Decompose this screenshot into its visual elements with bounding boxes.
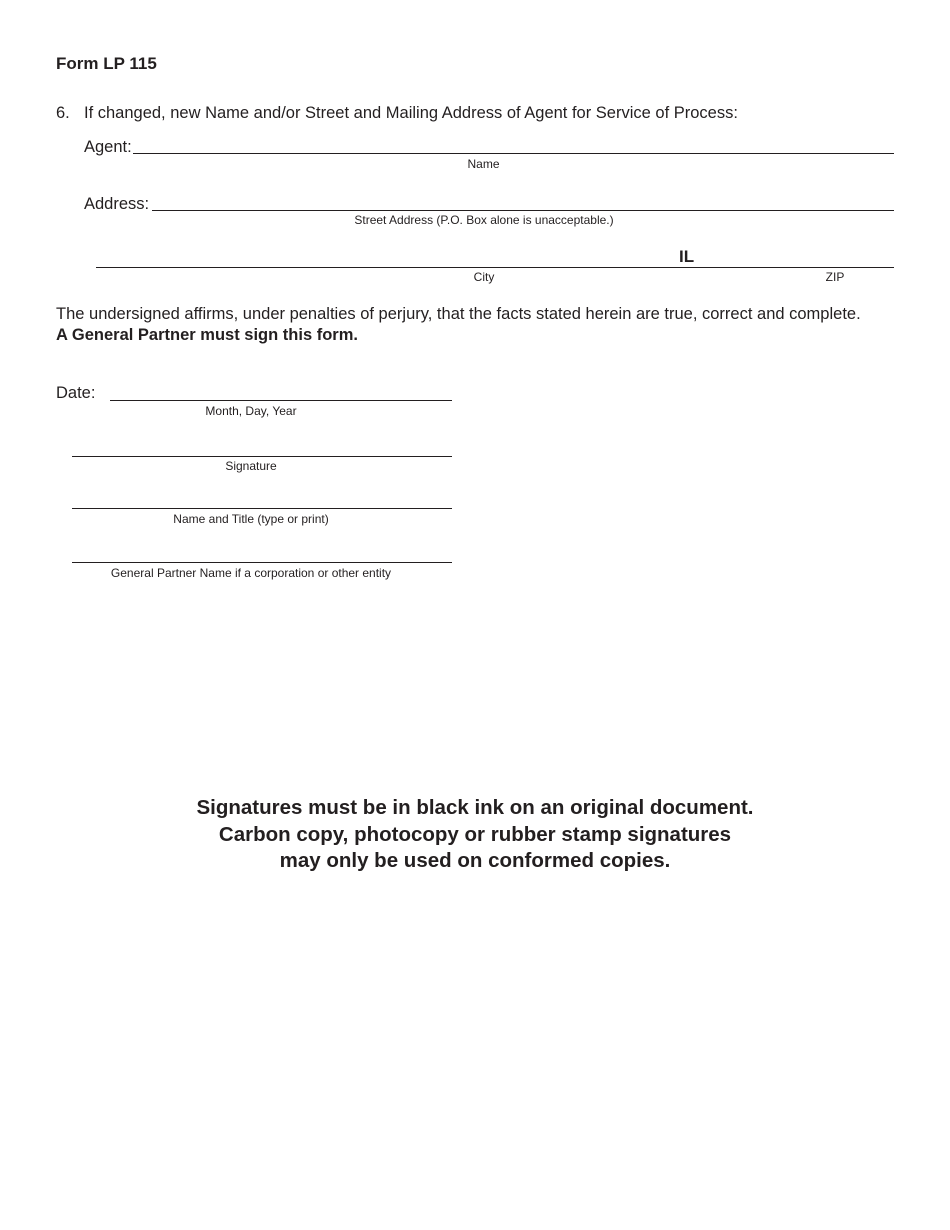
item-6-text: If changed, new Name and/or Street and Mailing Address of Agent for Service of Process: xyxy=(84,104,738,122)
agent-name-field[interactable] xyxy=(133,153,894,154)
name-title-caption: Name and Title (type or print) xyxy=(173,512,329,526)
notice-line-3: may only be used on conformed copies. xyxy=(279,849,671,872)
street-address-field[interactable] xyxy=(152,210,894,211)
affirmation-statement xyxy=(56,304,861,346)
general-partner-caption: General Partner Name if a corporation or other entity xyxy=(110,566,392,580)
notice-line-1: Signatures must be in black ink on an original document. xyxy=(196,796,754,819)
notice-line-2: Carbon copy, photocopy or rubber stamp signatures xyxy=(218,822,732,846)
item-6-instruction xyxy=(56,104,738,123)
form-title: Form LP 115 xyxy=(56,54,157,73)
signature-caption: Signature xyxy=(225,459,277,473)
zip-caption: ZIP xyxy=(825,270,845,284)
name-title-field[interactable] xyxy=(72,508,452,509)
street-address-caption: Street Address (P.O. Box alone is unacceptable.) xyxy=(354,213,614,227)
affirmation-bold-text: A General Partner must sign this form. xyxy=(56,326,358,344)
agent-label: Agent: xyxy=(84,138,132,156)
agent-name-caption: Name xyxy=(467,157,500,171)
date-caption: Month, Day, Year xyxy=(205,404,297,418)
date-field[interactable] xyxy=(110,400,452,401)
signature-field[interactable] xyxy=(72,456,452,457)
item-number: 6. xyxy=(56,104,70,122)
city-state-zip-field[interactable] xyxy=(96,267,894,268)
affirmation-text: The undersigned affirms, under penalties of perjury, that the facts stated herein are true, correct and complete. xyxy=(56,305,861,323)
city-caption: City xyxy=(473,270,495,284)
signature-notice xyxy=(0,795,950,875)
general-partner-name-field[interactable] xyxy=(72,562,452,563)
address-label: Address: xyxy=(84,195,150,213)
date-label: Date: xyxy=(56,384,96,402)
state-value: IL xyxy=(679,247,695,266)
